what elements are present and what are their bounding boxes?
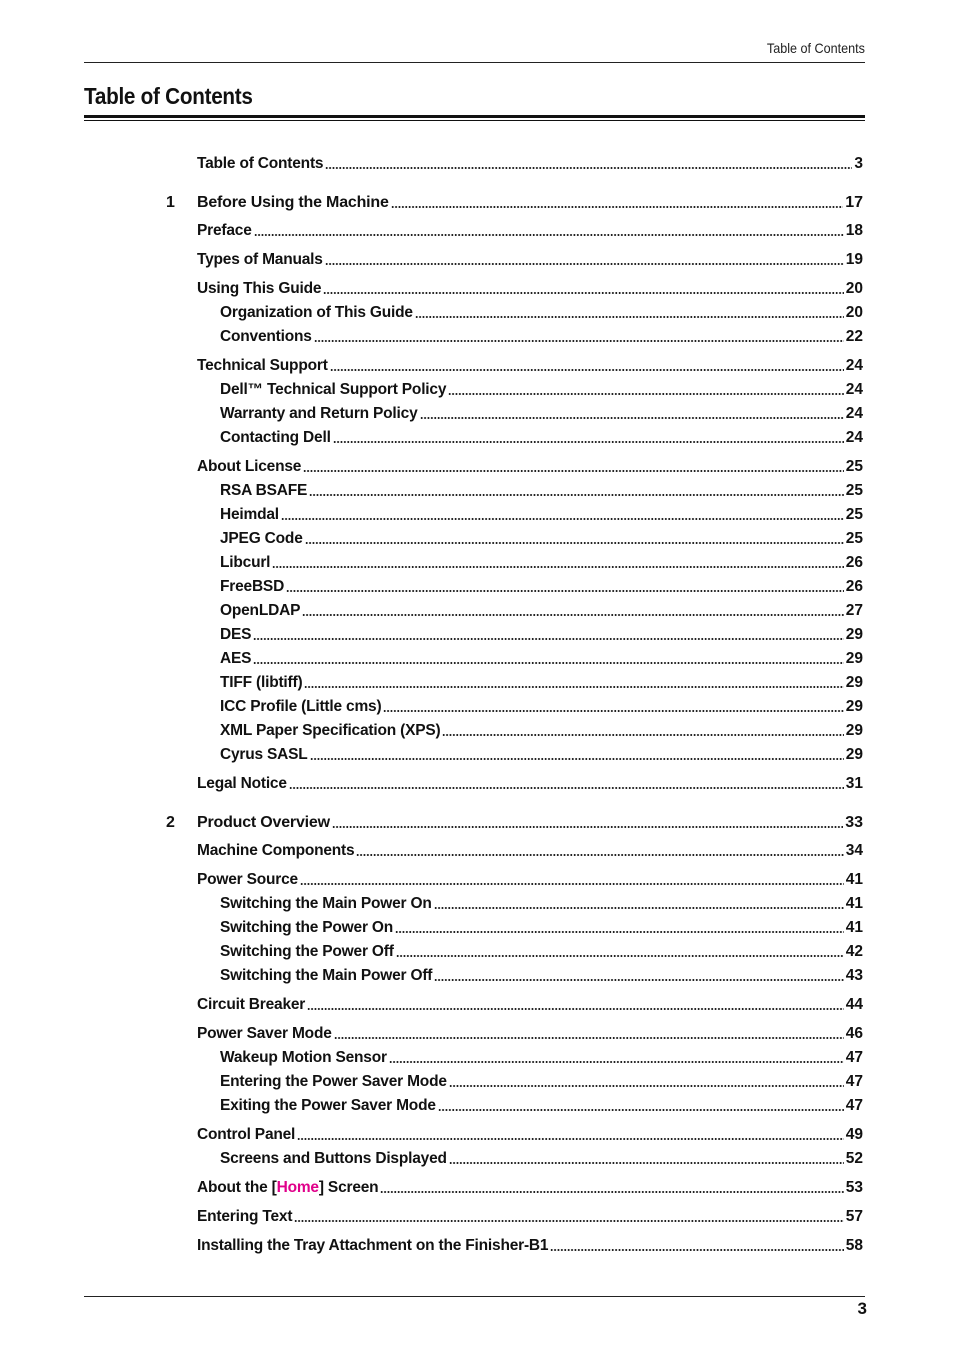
dot-leader — [297, 1138, 844, 1140]
page-title: Table of Contents — [84, 83, 253, 109]
toc-page-number: 57 — [845, 1208, 863, 1225]
dot-leader — [304, 686, 843, 688]
toc-page-number: 29 — [845, 626, 863, 643]
dot-leader — [272, 566, 843, 568]
toc-entry[interactable] — [220, 530, 863, 548]
toc-entry-title: Before Using the Machine — [197, 194, 389, 211]
toc-entry-title: Product Overview — [197, 814, 330, 831]
toc-chapter-entry[interactable] — [197, 194, 863, 212]
toc-entry[interactable] — [197, 357, 863, 375]
toc-page-number: 43 — [845, 967, 863, 984]
toc-page-number: 29 — [845, 650, 863, 667]
dot-leader — [383, 710, 843, 712]
toc-entry[interactable] — [220, 482, 863, 500]
dot-leader — [434, 907, 844, 909]
dot-leader — [253, 662, 843, 664]
toc-entry[interactable] — [197, 775, 863, 793]
toc-entry-title-part: About the [ — [197, 1179, 277, 1196]
toc-page-number: 29 — [845, 722, 863, 739]
toc-entry[interactable] — [197, 842, 863, 860]
toc-entry-title: Switching the Main Power On — [220, 895, 432, 912]
toc-page-number: 25 — [845, 506, 863, 523]
page-number: 3 — [857, 1299, 867, 1318]
toc-entry[interactable] — [220, 304, 863, 322]
toc-page-number: 29 — [845, 674, 863, 691]
toc-entry-title: OpenLDAP — [220, 602, 301, 619]
toc-page-number: 24 — [845, 381, 863, 398]
toc-page-number: 18 — [845, 222, 863, 239]
toc-entry-title: Power Saver Mode — [197, 1025, 332, 1042]
home-keyword: Home — [276, 1179, 319, 1196]
toc-entry[interactable] — [197, 458, 863, 476]
dot-leader — [294, 1220, 843, 1222]
toc-entry[interactable] — [220, 650, 863, 668]
dot-leader — [289, 787, 844, 789]
toc-page-number: 24 — [845, 357, 863, 374]
footer-rule — [84, 1296, 865, 1297]
dot-leader — [253, 638, 843, 640]
toc-page-number: 53 — [845, 1179, 863, 1196]
toc-page-number: 20 — [845, 280, 863, 297]
toc-entry-title: DES — [220, 626, 252, 643]
toc-page-number: 25 — [845, 482, 863, 499]
toc-page-number: 34 — [845, 842, 863, 859]
dot-leader — [380, 1191, 843, 1193]
dot-leader — [396, 955, 844, 957]
toc-entry[interactable] — [197, 251, 863, 269]
toc-entry-title: JPEG Code — [220, 530, 303, 547]
toc-entry-title: Heimdal — [220, 506, 279, 523]
toc-page-number: 26 — [845, 554, 863, 571]
toc-entry-title: Control Panel — [197, 1126, 296, 1143]
toc-entry-title: Wakeup Motion Sensor — [220, 1049, 387, 1066]
toc-entry-title: Using This Guide — [197, 280, 322, 297]
toc-page-number: 24 — [845, 429, 863, 446]
toc-page-number: 52 — [845, 1150, 863, 1167]
toc-page-number: 27 — [845, 602, 863, 619]
toc-entry-title: Contacting Dell — [220, 429, 331, 446]
toc-entry-title: Screens and Buttons Displayed — [220, 1150, 447, 1167]
dot-leader — [325, 263, 844, 265]
toc-entry-title: Technical Support — [197, 357, 328, 374]
toc-entry[interactable] — [220, 602, 863, 620]
toc-entry[interactable] — [197, 1126, 863, 1144]
dot-leader — [415, 316, 844, 318]
toc-page-number: 49 — [845, 1126, 863, 1143]
toc-entry[interactable] — [197, 222, 863, 240]
toc-entry-title: Conventions — [220, 328, 312, 345]
chapter-number: 2 — [166, 814, 175, 831]
toc-page-number: 41 — [845, 919, 863, 936]
toc-chapter-entry[interactable] — [197, 814, 863, 832]
toc-entry[interactable] — [220, 405, 863, 423]
toc-page-number: 47 — [845, 1049, 863, 1066]
toc-entry[interactable] — [220, 1073, 863, 1091]
dot-leader — [330, 369, 844, 371]
toc-page-number: 25 — [845, 530, 863, 547]
dot-leader — [449, 1085, 844, 1087]
toc-page-number: 24 — [845, 405, 863, 422]
toc-entry[interactable] — [197, 1179, 863, 1197]
dot-leader — [438, 1109, 844, 1111]
toc-entry-title: Table of Contents — [197, 155, 324, 172]
toc-entry-title: Switching the Power Off — [220, 943, 394, 960]
toc-entry-title: Dell™ Technical Support Policy — [220, 381, 447, 398]
toc-page-number: 31 — [845, 775, 863, 792]
dot-leader — [309, 494, 844, 496]
toc-entry[interactable] — [220, 1049, 863, 1067]
toc-entry[interactable] — [220, 943, 863, 961]
dot-leader — [286, 590, 844, 592]
toc-entry[interactable] — [197, 280, 863, 298]
toc-entry-title: Switching the Power On — [220, 919, 394, 936]
toc-entry[interactable] — [220, 1097, 863, 1115]
toc-page-number: 46 — [845, 1025, 863, 1042]
toc-entry-title: Organization of This Guide — [220, 304, 413, 321]
dot-leader — [303, 470, 844, 472]
dot-leader — [420, 417, 844, 419]
toc-entry-title: Power Source — [197, 871, 298, 888]
toc-entry-title: ICC Profile (Little cms) — [220, 698, 382, 715]
dot-leader — [333, 441, 844, 443]
dot-leader — [395, 931, 844, 933]
dot-leader — [310, 758, 844, 760]
toc-entry-title: Circuit Breaker — [197, 996, 306, 1013]
toc-entry-title: Exiting the Power Saver Mode — [220, 1097, 436, 1114]
toc-entry-title: RSA BSAFE — [220, 482, 308, 499]
dot-leader — [442, 734, 843, 736]
toc-page-number: 33 — [845, 814, 863, 831]
dot-leader — [307, 1008, 844, 1010]
toc-entry[interactable] — [220, 578, 863, 596]
toc-entry[interactable] — [220, 967, 863, 985]
toc-entry-title: Preface — [197, 222, 252, 239]
toc-entry-title: Switching the Main Power Off — [220, 967, 433, 984]
toc-page-number: 25 — [845, 458, 863, 475]
toc-entry-title: About License — [197, 458, 302, 475]
toc-entry-title: XML Paper Specification (XPS) — [220, 722, 441, 739]
toc-entry[interactable] — [220, 554, 863, 572]
toc-page-number: 58 — [845, 1237, 863, 1254]
toc-entry-title — [197, 1179, 378, 1197]
toc-entry[interactable] — [220, 722, 863, 740]
dot-leader — [305, 542, 844, 544]
toc-page-number: 47 — [845, 1073, 863, 1090]
toc-entry[interactable] — [220, 674, 863, 692]
toc-entry[interactable] — [220, 626, 863, 644]
toc-page-number: 41 — [845, 895, 863, 912]
dot-leader — [389, 1061, 844, 1063]
toc-page-number: 29 — [845, 698, 863, 715]
toc-page-number: 44 — [845, 996, 863, 1013]
dot-leader — [356, 854, 843, 856]
running-header: Table of Contents — [766, 40, 865, 56]
dot-leader — [550, 1249, 843, 1251]
toc-entry[interactable] — [220, 919, 863, 937]
toc-entry-title: Cyrus SASL — [220, 746, 308, 763]
toc-entry-title: TIFF (libtiff) — [220, 674, 303, 691]
toc-entry-title: AES — [220, 650, 252, 667]
toc-entry[interactable] — [220, 328, 863, 346]
dot-leader — [323, 292, 843, 294]
toc-entry[interactable] — [220, 1150, 863, 1168]
toc-page-number: 19 — [845, 251, 863, 268]
toc-entry-title: Installing the Tray Attachment on the Finisher-B1 — [197, 1237, 549, 1254]
toc-entry-title: Entering the Power Saver Mode — [220, 1073, 447, 1090]
dot-leader — [314, 340, 844, 342]
chapter-number: 1 — [166, 194, 175, 211]
toc-entry[interactable] — [220, 429, 863, 447]
toc-entry-title: FreeBSD — [220, 578, 285, 595]
dot-leader — [332, 826, 843, 828]
toc-entry[interactable] — [220, 381, 863, 399]
toc-entry[interactable] — [197, 871, 863, 889]
toc-entry[interactable] — [197, 996, 863, 1014]
toc-page-number: 47 — [845, 1097, 863, 1114]
toc-entry[interactable] — [220, 895, 863, 913]
dot-leader — [300, 883, 844, 885]
toc-page-number: 26 — [845, 578, 863, 595]
toc-entry[interactable] — [197, 1208, 863, 1226]
toc-entry[interactable] — [197, 155, 863, 173]
toc-page-number: 3 — [854, 155, 863, 172]
toc-page-number: 29 — [845, 746, 863, 763]
dot-leader — [449, 1162, 844, 1164]
dot-leader — [448, 393, 843, 395]
toc-page-number: 22 — [845, 328, 863, 345]
dot-leader — [334, 1037, 844, 1039]
toc-entry-title: Types of Manuals — [197, 251, 323, 268]
toc-entry[interactable] — [197, 1025, 863, 1043]
dot-leader — [434, 979, 843, 981]
dot-leader — [391, 206, 844, 208]
toc-entry[interactable] — [220, 746, 863, 764]
toc-entry-title: Machine Components — [197, 842, 355, 859]
toc-page-number: 42 — [845, 943, 863, 960]
dot-leader — [325, 167, 852, 169]
toc-entry[interactable] — [220, 506, 863, 524]
toc-page-number: 17 — [845, 194, 863, 211]
toc-entry-title: Legal Notice — [197, 775, 287, 792]
dot-leader — [281, 518, 844, 520]
dot-leader — [254, 234, 844, 236]
toc-entry-title: Entering Text — [197, 1208, 293, 1225]
toc-entry[interactable] — [220, 698, 863, 716]
toc-entry-title: Libcurl — [220, 554, 271, 571]
dot-leader — [302, 614, 844, 616]
toc-entry-title: Warranty and Return Policy — [220, 405, 418, 422]
toc-entry-title-part: ] Screen — [318, 1179, 379, 1196]
toc-page-number: 41 — [845, 871, 863, 888]
toc-page-number: 20 — [845, 304, 863, 321]
toc-entry[interactable] — [197, 1237, 863, 1255]
